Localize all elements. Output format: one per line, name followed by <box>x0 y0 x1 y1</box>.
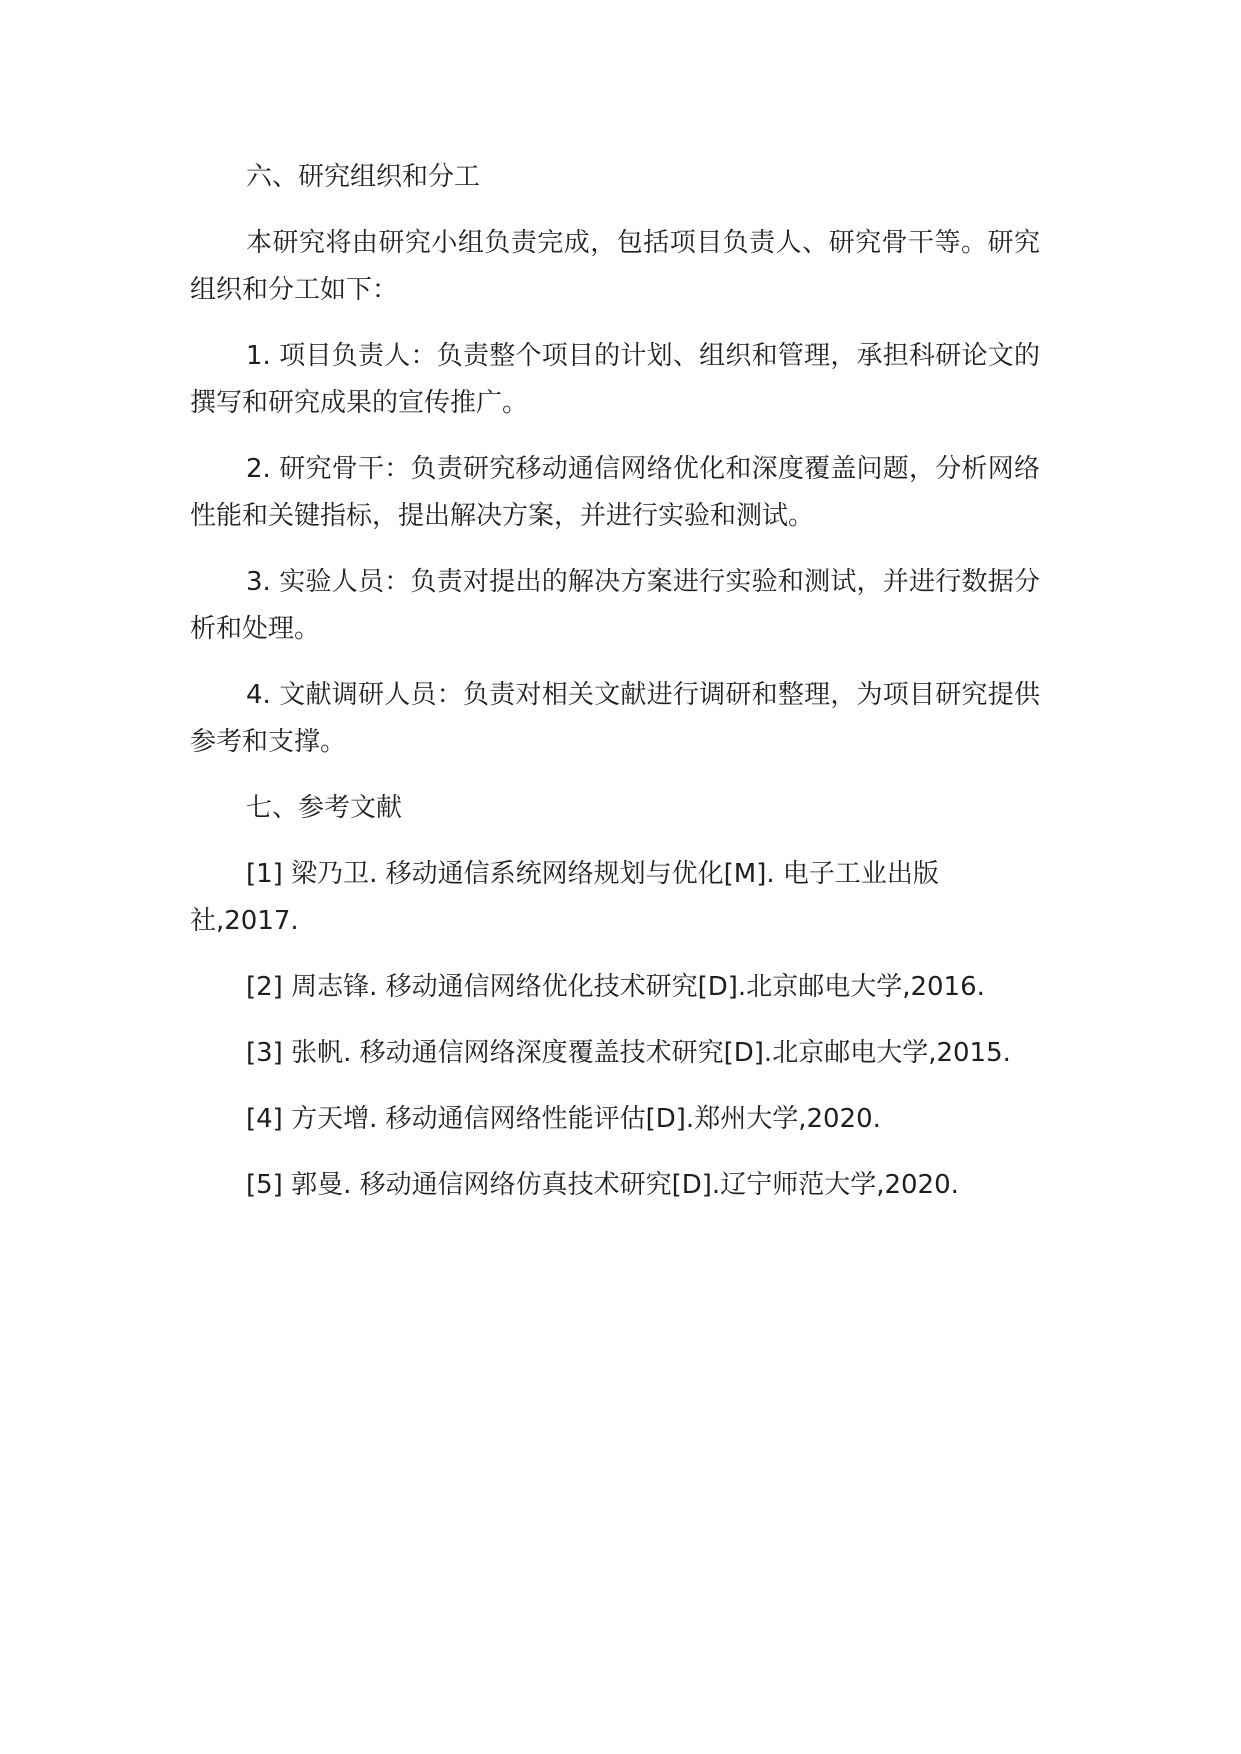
reference-item-1: [1] 梁乃卫. 移动通信系统网络规划与优化[M]. 电子工业出版社,2017. <box>190 859 939 936</box>
reference-item-3: [3] 张帆. 移动通信网络深度覆盖技术研究[D].北京邮电大学,2015. <box>246 1038 1011 1068</box>
reference-item-2: [2] 周志锋. 移动通信网络优化技术研究[D].北京邮电大学,2016. <box>246 972 985 1002</box>
section-heading-references: 七、参考文献 <box>246 793 403 823</box>
page-content <box>190 154 1040 1228</box>
role-experiment-staff: 3. 实验人员：负责对提出的解决方案进行实验和测试，并进行数据分析和处理。 <box>190 567 1040 644</box>
reference-item-4: [4] 方天增. 移动通信网络性能评估[D].郑州大学,2020. <box>246 1104 881 1134</box>
reference-item-5: [5] 郭曼. 移动通信网络仿真技术研究[D].辽宁师范大学,2020. <box>246 1170 959 1200</box>
role-research-core: 2. 研究骨干：负责研究移动通信网络优化和深度覆盖问题，分析网络性能和关键指标，提出解决方案，并进行实验和测试。 <box>190 454 1040 531</box>
role-project-leader: 1. 项目负责人：负责整个项目的计划、组织和管理，承担科研论文的撰写和研究成果的宣传推广。 <box>190 341 1040 418</box>
role-literature-research: 4. 文献调研人员：负责对相关文献进行调研和整理，为项目研究提供参考和支撑。 <box>190 680 1040 757</box>
organization-intro-paragraph: 本研究将由研究小组负责完成，包括项目负责人、研究骨干等。研究组织和分工如下： <box>190 228 1040 305</box>
section-heading-organization: 六、研究组织和分工 <box>246 162 481 192</box>
